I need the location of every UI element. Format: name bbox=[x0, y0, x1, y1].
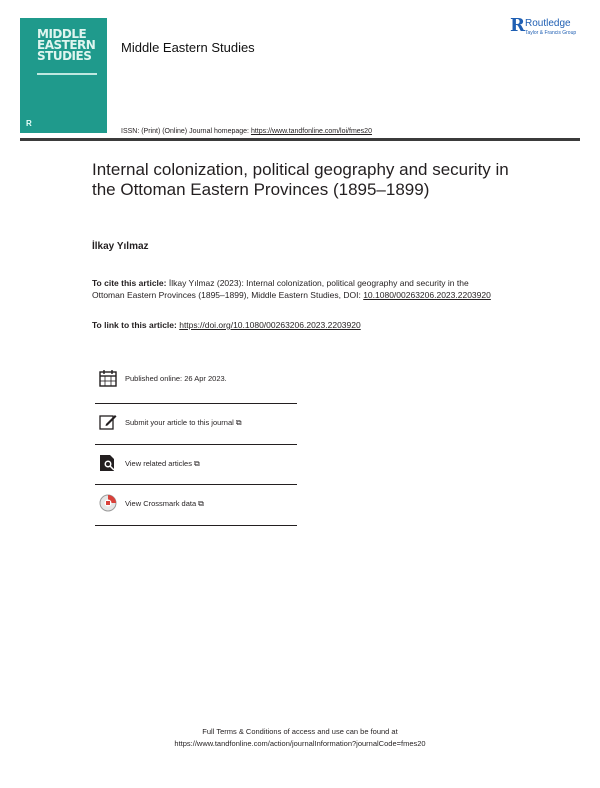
footer-terms-text: Full Terms & Conditions of access and use can be found at bbox=[202, 727, 398, 736]
routledge-subtitle: Taylor & Francis Group bbox=[525, 30, 577, 36]
link-label: To link to this article: bbox=[92, 320, 180, 330]
journal-name: Middle Eastern Studies bbox=[121, 40, 255, 55]
published-online-text: Published online: 26 Apr 2023. bbox=[125, 374, 227, 383]
article-title: Internal colonization, political geography and security in the Ottoman Eastern Provinces (1895–1899) bbox=[92, 160, 509, 199]
routledge-name: Routledge bbox=[525, 18, 571, 29]
cite-label: To cite this article: bbox=[92, 278, 167, 288]
published-online-row bbox=[95, 360, 297, 400]
article-author: İlkay Yılmaz bbox=[92, 241, 149, 252]
cover-title-line-2: EASTERN bbox=[37, 38, 96, 52]
submit-article-row[interactable] bbox=[95, 404, 297, 444]
footer-terms-link[interactable]: https://www.tandfonline.com/action/journalInformation?journalCode=fmes20 bbox=[174, 739, 426, 748]
external-link-icon: ⧉ bbox=[198, 499, 204, 508]
crossmark-icon bbox=[99, 494, 117, 512]
journal-cover bbox=[20, 18, 107, 133]
journal-homepage-link[interactable]: https://www.tandfonline.com/loi/fmes20 bbox=[250, 128, 372, 135]
article-doi-link[interactable]: https://doi.org/10.1080/00263206.2023.2203920 bbox=[179, 320, 361, 330]
cover-title bbox=[37, 29, 103, 62]
related-articles-row[interactable] bbox=[95, 445, 297, 485]
routledge-logo-icon: R bbox=[510, 15, 525, 36]
related-articles-icon bbox=[99, 454, 117, 472]
crossmark-row[interactable] bbox=[95, 485, 297, 525]
cover-subtitle-bar bbox=[37, 73, 97, 75]
issn-text: ISSN: (Print) (Online) Journal homepage: bbox=[121, 128, 251, 135]
submit-article-label: Submit your article to this journal bbox=[125, 418, 234, 427]
cite-text: İlkay Yılmaz (2023): Internal colonization, political geography and security in the Ottoman Eastern Provinces (1895–1899), Middle Eastern Studies, DOI: bbox=[92, 278, 469, 300]
row-divider bbox=[95, 525, 297, 526]
header-divider bbox=[20, 138, 580, 141]
cover-publisher-mark: R bbox=[26, 119, 32, 128]
issn-line bbox=[121, 128, 372, 135]
crossmark-text bbox=[125, 499, 204, 509]
crossmark-label: View Crossmark data bbox=[125, 499, 197, 508]
related-articles-label: View related articles bbox=[125, 459, 192, 468]
related-articles-text bbox=[125, 459, 200, 469]
citation-block bbox=[92, 277, 492, 301]
article-link-block bbox=[92, 320, 512, 330]
cover-title-line-3: STUDIES bbox=[37, 49, 92, 63]
submit-article-text bbox=[125, 418, 242, 428]
external-link-icon: ⧉ bbox=[235, 418, 242, 427]
cite-doi-link[interactable]: 10.1080/00263206.2023.2203920 bbox=[363, 290, 491, 300]
routledge-logo[interactable] bbox=[510, 17, 590, 39]
external-link-icon: ⧉ bbox=[193, 459, 200, 468]
cover-title-line-1: MIDDLE bbox=[37, 27, 87, 41]
edit-icon bbox=[99, 413, 117, 431]
calendar-icon bbox=[99, 369, 117, 387]
